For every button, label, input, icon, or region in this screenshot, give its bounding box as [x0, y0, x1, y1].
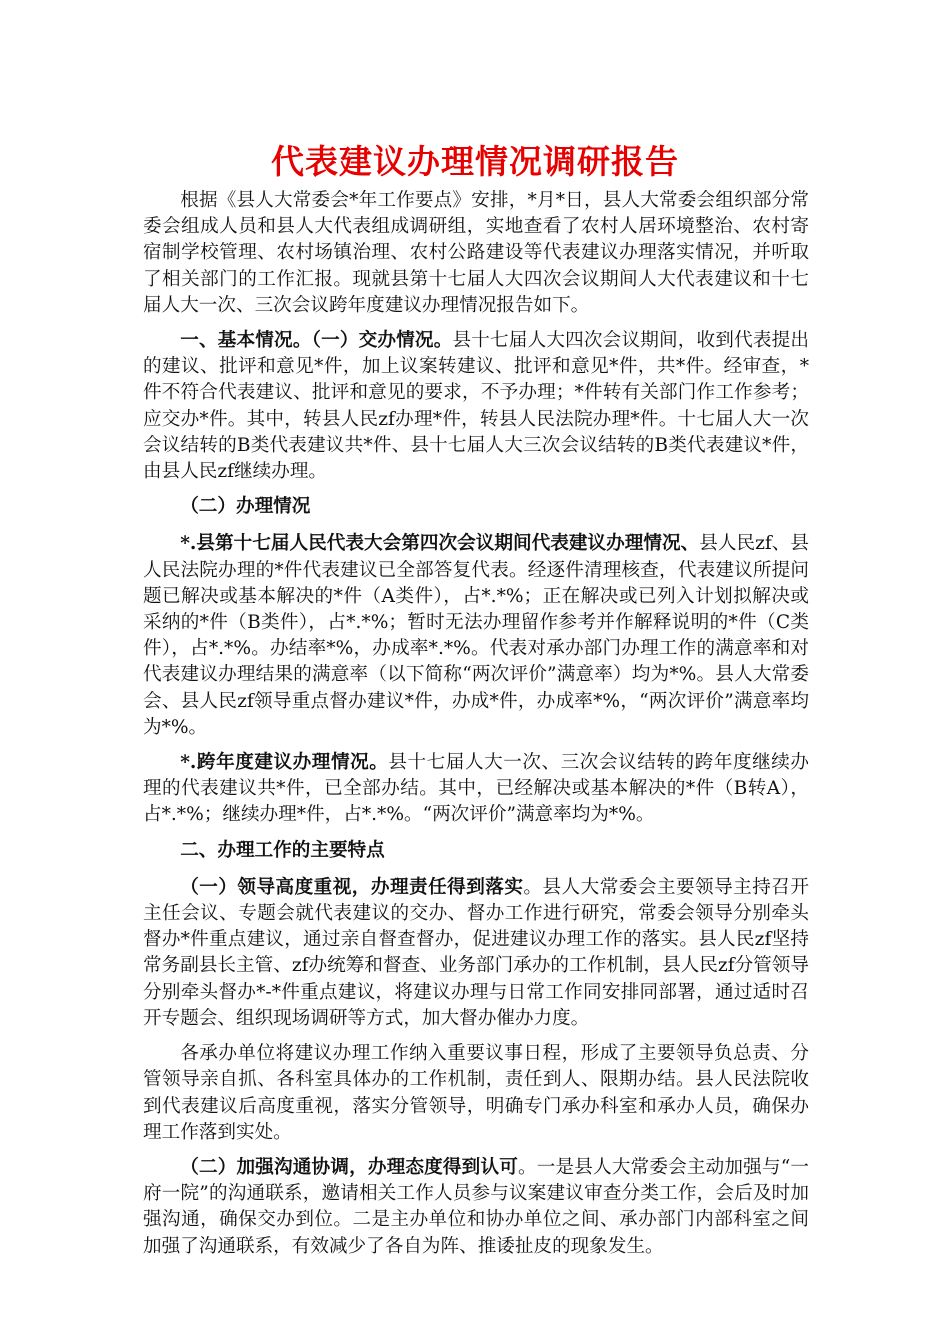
paragraph-leadership [143, 875, 809, 1032]
paragraph-communication [143, 1155, 809, 1260]
paragraph-cross-year-text: 县十七届人大一次、三次会议结转的跨年度继续办理的代表建议共*件，已全部办结。其中，已经解决或基本解决的*件（B转A），占*.*%；继续办理*件，占*.*%。“两次评价”满意率均为*%。 [143, 752, 809, 826]
heading-communication: （二）加强沟通协调，办理态度得到认可 [180, 1156, 518, 1178]
heading-leadership: （一）领导高度重视，办理责任得到落实 [180, 876, 524, 898]
paragraph-cross-year [143, 750, 809, 829]
document-body [143, 188, 809, 1269]
paragraph-units [143, 1041, 809, 1146]
paragraph-intro [143, 188, 809, 319]
heading-fourth-session: *.县第十七届人民代表大会第四次会议期间代表建议办理情况、 [180, 533, 700, 555]
document-title: 代表建议办理情况调研报告 [271, 142, 679, 181]
paragraph-communication-text: 。一是县人大常委会主动加强与“一府一院”的沟通联系，邀请相关工作人员参与议案建议审查分类工作，会后及时加强沟通，确保交办到位。二是主办单位和协办单位之间、承办部门内部科室之间加强了沟通联系，有效减少了各自为阵、推诿扯皮的现象发生。 [143, 1156, 809, 1257]
paragraph-leadership-text: 。县人大常委会主要领导主持召开主任会议、专题会就代表建议的交办、督办工作进行研究，常委会领导分别牵头督办*件重点建议，通过亲自督查督办，促进建议办理工作的落实。县人民zf坚持常务副县长主管、zf办统筹和督查、业务部门承办的工作机制，县人民zf分管领导分别牵头督办*-*件重点建议，将建议办理与日常工作同安排同部署，通过适时召开专题会、组织现场调研等方式，加大督办催办力度。 [143, 876, 809, 1029]
paragraph-fourth-session-text: 县人民zf、县人民法院办理的*件代表建议已全部答复代表。经逐件清理核查，代表建议所提问题已解决或基本解决的*件（A类件），占*.*%；正在解决或已列入计划拟解决或采纳的*件（B类件），占*.*%；暂时无法办理留作参考并作解释说明的*件（C类件），占*.*%。办结率*%，办成率*.*%。代表对承办部门办理工作的满意率和对代表建议办理结果的满意率（以下简称“两次评价”满意率）均为*%。县人大常委会、县人民zf领导重点督办建议*件，办成*件，办成率*%，“两次评价”满意率均为*%。 [143, 533, 809, 738]
paragraph-basic-situation-text: 县十七届人大四次会议期间，收到代表提出的建议、批评和意见*件，加上议案转建议、批评和意见*件，共*件。经审查，*件不符合代表建议、批评和意见的要求，不予办理；*件转有关部门作工作参考；应交办*件。其中，转县人民zf办理*件，转县人民法院办理*件。十七届人大一次会议结转的B类代表建议共*件、县十七届人大三次会议结转的B类代表建议*件，由县人民zf继续办理。 [143, 330, 809, 483]
paragraph-units-text: 各承办单位将建议办理工作纳入重要议事日程，形成了主要领导负总责、分管领导亲自抓、各科室具体办的工作机制，责任到人、限期办结。县人民法院收到代表建议后高度重视，落实分管领导，明确专门承办科室和承办人员，确保办理工作落到实处。 [143, 1043, 809, 1143]
paragraph-intro-text: 根据《县人大常委会*年工作要点》安排，*月*日，县人大常委会组织部分常委会组成人员和县人大代表组成调研组，实地查看了农村人居环境整治、农村寄宿制学校管理、农村场镇治理、农村公路建设等代表建议办理落实情况，并听取了相关部门的工作汇报。现就县第十七届人大四次会议期间人大代表建议和十七届人大一次、三次会议跨年度建议办理情况报告如下。 [143, 190, 809, 316]
heading-cross-year: *.跨年度建议办理情况。 [180, 752, 389, 774]
paragraph-fourth-session [143, 531, 809, 741]
heading-handling-situation: （二）办理情况 [180, 496, 311, 518]
paragraph-basic-situation [143, 328, 809, 485]
heading-main-features: 二、办理工作的主要特点 [180, 839, 385, 861]
heading-basic-situation: 一、基本情况。（一）交办情况。 [180, 330, 453, 352]
